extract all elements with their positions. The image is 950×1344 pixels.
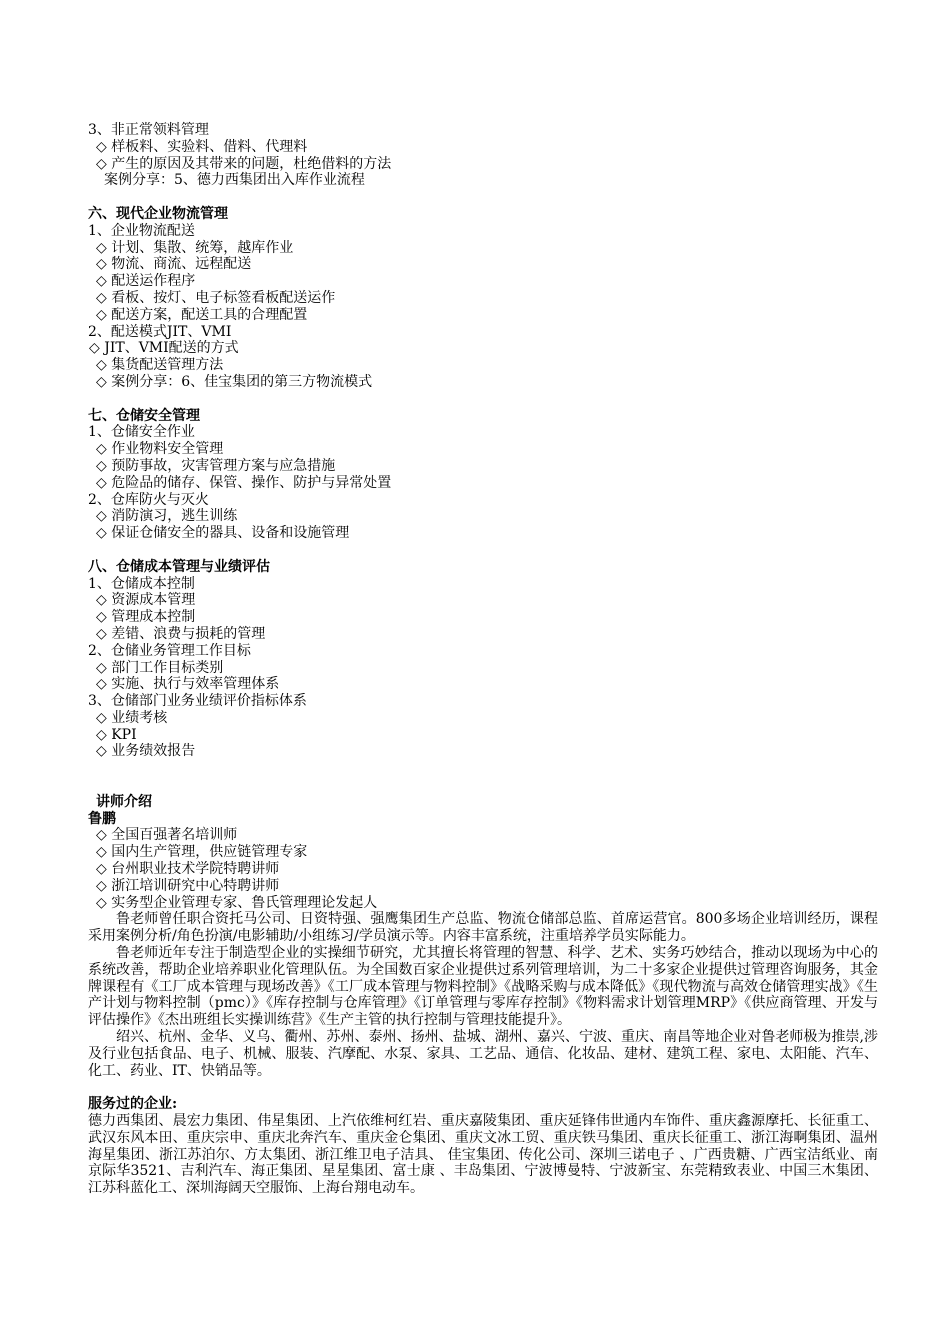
bullet-item: ◇ 管理成本控制 <box>96 609 196 626</box>
item-heading: 2、配送模式JIT、VMI <box>88 323 232 340</box>
item-heading: 3、非正常领料管理 <box>88 122 209 138</box>
bullet-item: ◇ 配送运作程序 <box>96 273 196 290</box>
bullet-item: ◇ 消防演习，逃生训练 <box>96 508 238 525</box>
bullet-item: ◇ 保证仓储安全的器具、设备和设施管理 <box>96 525 350 542</box>
bullet-item: ◇ 业绩考核 <box>96 709 168 726</box>
bullet-item: ◇ 台州职业技术学院特聘讲师 <box>96 861 280 878</box>
case-note: 案例分享：5、德力西集团出入库作业流程 <box>104 172 365 189</box>
bullet-item: ◇ 案例分享：6、佳宝集团的第三方物流模式 <box>96 373 373 390</box>
bullet-item: ◇ 产生的原因及其带来的问题，杜绝借料的方法 <box>96 155 392 172</box>
bullet-item: ◇ 全国百强著名培训师 <box>96 827 238 844</box>
item-heading: 1、仓储成本控制 <box>88 575 195 592</box>
bullet-item: ◇ KPI <box>96 726 137 743</box>
lecturer-bio-paragraph: 鲁老师近年专注于制造型企业的实操细节研究，尤其擅长将管理的智慧、科学、艺术、实务巧妙结合，推动以现场为中心的系统改善，帮助企业培养职业化管理队伍。为全国数百家企业提供过系列管理培训，为二十多家企业提供过管理咨询服务，其金牌课程有《工厂成本管理与现场改善》《工厂成本管理与物料控制》《战略采购与成本降低》《现代物流与高效仓储管理实战》《生产计划与物料控制（pmc）》《库存控制与仓库管理》《订单管理与零库存控制》《物料需求计划管理MRP》《供应商管理、开发与评估操作》《杰出班组长实操训练营》《生产主管的执行控制与管理技能提升》。 <box>88 945 878 1029</box>
bullet-item: ◇ 集货配送管理方法 <box>96 357 224 374</box>
lecturer-name: 鲁鹏 <box>88 810 116 827</box>
item-heading: 2、仓库防火与灭火 <box>88 491 209 508</box>
bullet-item: ◇ 危险品的储存、保管、操作、防护与异常处置 <box>96 474 392 491</box>
bullet-item: ◇ 差错、浪费与损耗的管理 <box>96 625 266 642</box>
section-heading: 六、现代企业物流管理 <box>88 205 228 222</box>
bullet-item: ◇ 国内生产管理，供应链管理专家 <box>96 844 308 861</box>
item-heading: 3、仓储部门业务业绩评价指标体系 <box>88 693 307 710</box>
item-heading: 1、仓储安全作业 <box>88 424 195 441</box>
section-heading: 七、仓储安全管理 <box>88 407 200 424</box>
lecturer-bio-paragraph: 鲁老师曾任职合资托马公司、日资特强、强鹰集团生产总监、物流仓储部总监、首席运营官。800多场企业培训经历，课程采用案例分析/角色扮演/电影辅助/小组练习/学员演示等。内容丰富系统，注重培养学员实际能力。 <box>88 911 878 945</box>
bullet-item: ◇ 部门工作目标类别 <box>96 659 224 676</box>
clients-list: 德力西集团、晨宏力集团、伟星集团、上汽依维柯红岩、重庆嘉陵集团、重庆延锋伟世通内车饰件、重庆鑫源摩托、长征重工、武汉东风本田、重庆宗申、重庆北奔汽车、重庆金仑集团、重庆文冰工贸、重庆铁马集团、重庆长征重工、浙江海啊集团、温州海星集团、浙江苏泊尔、方太集团、浙江维卫电子洁具、 佳宝集团、传化公司、深圳三诺电子 、广西贵糖、广西宝洁纸业、南京际华3521、吉利汽车、海正集团、星星集团、富士康 、丰岛集团、宁波博曼特、宁波新宝、东莞精致表业、中国三木集团、江苏科蓝化工、深圳海阔天空服饰、上海台翔电动车。 <box>88 1113 878 1197</box>
bullet-item: ◇ 预防事故，灾害管理方案与应急措施 <box>96 457 336 474</box>
bullet-item: ◇ 实施、执行与效率管理体系 <box>96 676 280 693</box>
item-heading: 1、企业物流配送 <box>88 222 195 239</box>
bullet-item: ◇ JIT、VMI配送的方式 <box>89 340 239 357</box>
bullet-item: ◇ 样板料、实验料、借料、代理料 <box>96 138 308 155</box>
bullet-item: ◇ 计划、集散、统筹，越库作业 <box>96 239 294 256</box>
section-heading: 八、仓储成本管理与业绩评估 <box>88 558 270 575</box>
bullet-item: ◇ 浙江培训研究中心特聘讲师 <box>96 877 280 894</box>
bullet-item: ◇ 看板、按灯、电子标签看板配送运作 <box>96 289 336 306</box>
bullet-item: ◇ 作业物料安全管理 <box>96 441 224 458</box>
bullet-item: ◇ 配送方案，配送工具的合理配置 <box>96 306 308 323</box>
bullet-item: ◇ 物流、商流、远程配送 <box>96 256 252 273</box>
document-page <box>88 122 878 1197</box>
item-heading: 2、仓储业务管理工作目标 <box>88 642 251 659</box>
bullet-item: ◇ 业务绩效报告 <box>96 743 196 760</box>
lecturer-heading: 讲师介绍 <box>96 793 152 810</box>
bullet-item: ◇ 实务型企业管理专家、鲁氏管理理论发起人 <box>96 894 378 911</box>
lecturer-bio-paragraph: 绍兴、杭州、金华、义乌、衢州、苏州、泰州、扬州、盐城、湖州、嘉兴、宁波、重庆、南昌等地企业对鲁老师极为推崇,涉及行业包括食品、电子、机械、服装、汽摩配、水泵、家具、工艺品、通信、化妆品、建材、建筑工程、家电、太阳能、汽车、化工、药业、IT、快销品等。 <box>88 1029 878 1079</box>
bullet-item: ◇ 资源成本管理 <box>96 592 196 609</box>
clients-heading: 服务过的企业: <box>88 1096 178 1113</box>
